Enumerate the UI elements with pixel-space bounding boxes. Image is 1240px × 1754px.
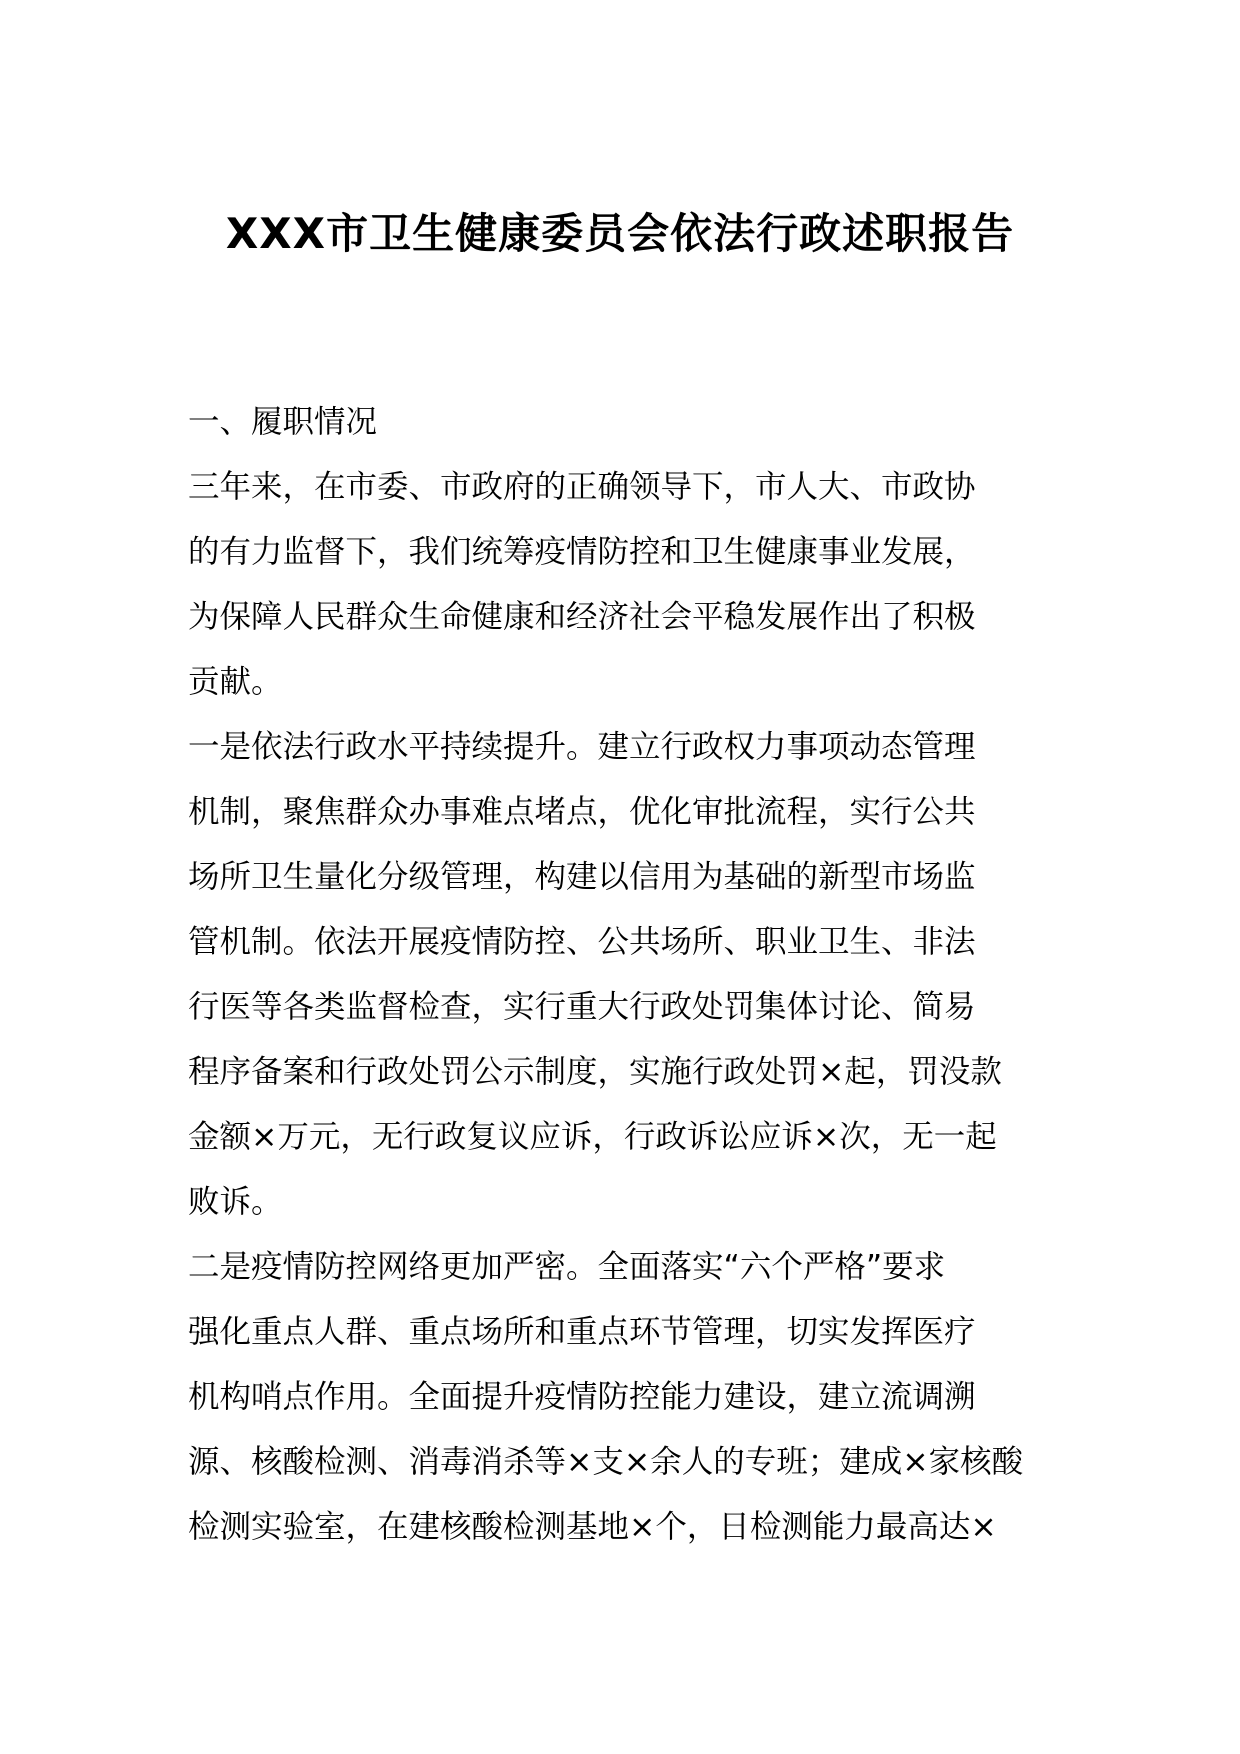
paragraph-line: 败诉。 [188,1184,283,1220]
paragraph-line: 场所卫生量化分级管理，构建以信用为基础的新型市场监 [188,859,976,895]
document-body [188,390,1056,1560]
paragraph-line: 行医等各类监督检查，实行重大行政处罚集体讨论、简易 [188,989,976,1025]
paragraph-line: 强化重点人群、重点场所和重点环节管理，切实发挥医疗 [188,1314,976,1350]
document-title: XXX市卫生健康委员会依法行政述职报告 [225,209,1015,258]
paragraph-line: 程序备案和行政处罚公示制度，实施行政处罚×起，罚没款 [188,1054,1002,1090]
paragraph-line: 二是疫情防控网络更加严密。全面落实“六个严格”要求 [188,1249,946,1285]
paragraph-line: 三年来，在市委、市政府的正确领导下，市人大、市政协 [188,469,976,505]
paragraph-line: 金额×万元，无行政复议应诉，行政诉讼应诉×次，无一起 [188,1119,997,1155]
paragraph-line: 源、核酸检测、消毒消杀等×支×余人的专班；建成×家核酸 [188,1444,1024,1480]
section-heading: 一、履职情况 [188,404,378,440]
paragraph-line: 为保障人民群众生命健康和经济社会平稳发展作出了积极 [188,599,976,635]
paragraph-line: 检测实验室，在建核酸检测基地×个，日检测能力最高达× [188,1509,997,1545]
paragraph-line: 贡献。 [188,664,283,700]
paragraph-line: 机构哨点作用。全面提升疫情防控能力建设，建立流调溯 [188,1379,976,1415]
paragraph-line: 的有力监督下，我们统筹疫情防控和卫生健康事业发展， [188,534,976,570]
paragraph-line: 管机制。依法开展疫情防控、公共场所、职业卫生、非法 [188,924,976,960]
paragraph-line: 一是依法行政水平持续提升。建立行政权力事项动态管理 [188,729,976,765]
paragraph-line: 机制，聚焦群众办事难点堵点，优化审批流程，实行公共 [188,794,976,830]
